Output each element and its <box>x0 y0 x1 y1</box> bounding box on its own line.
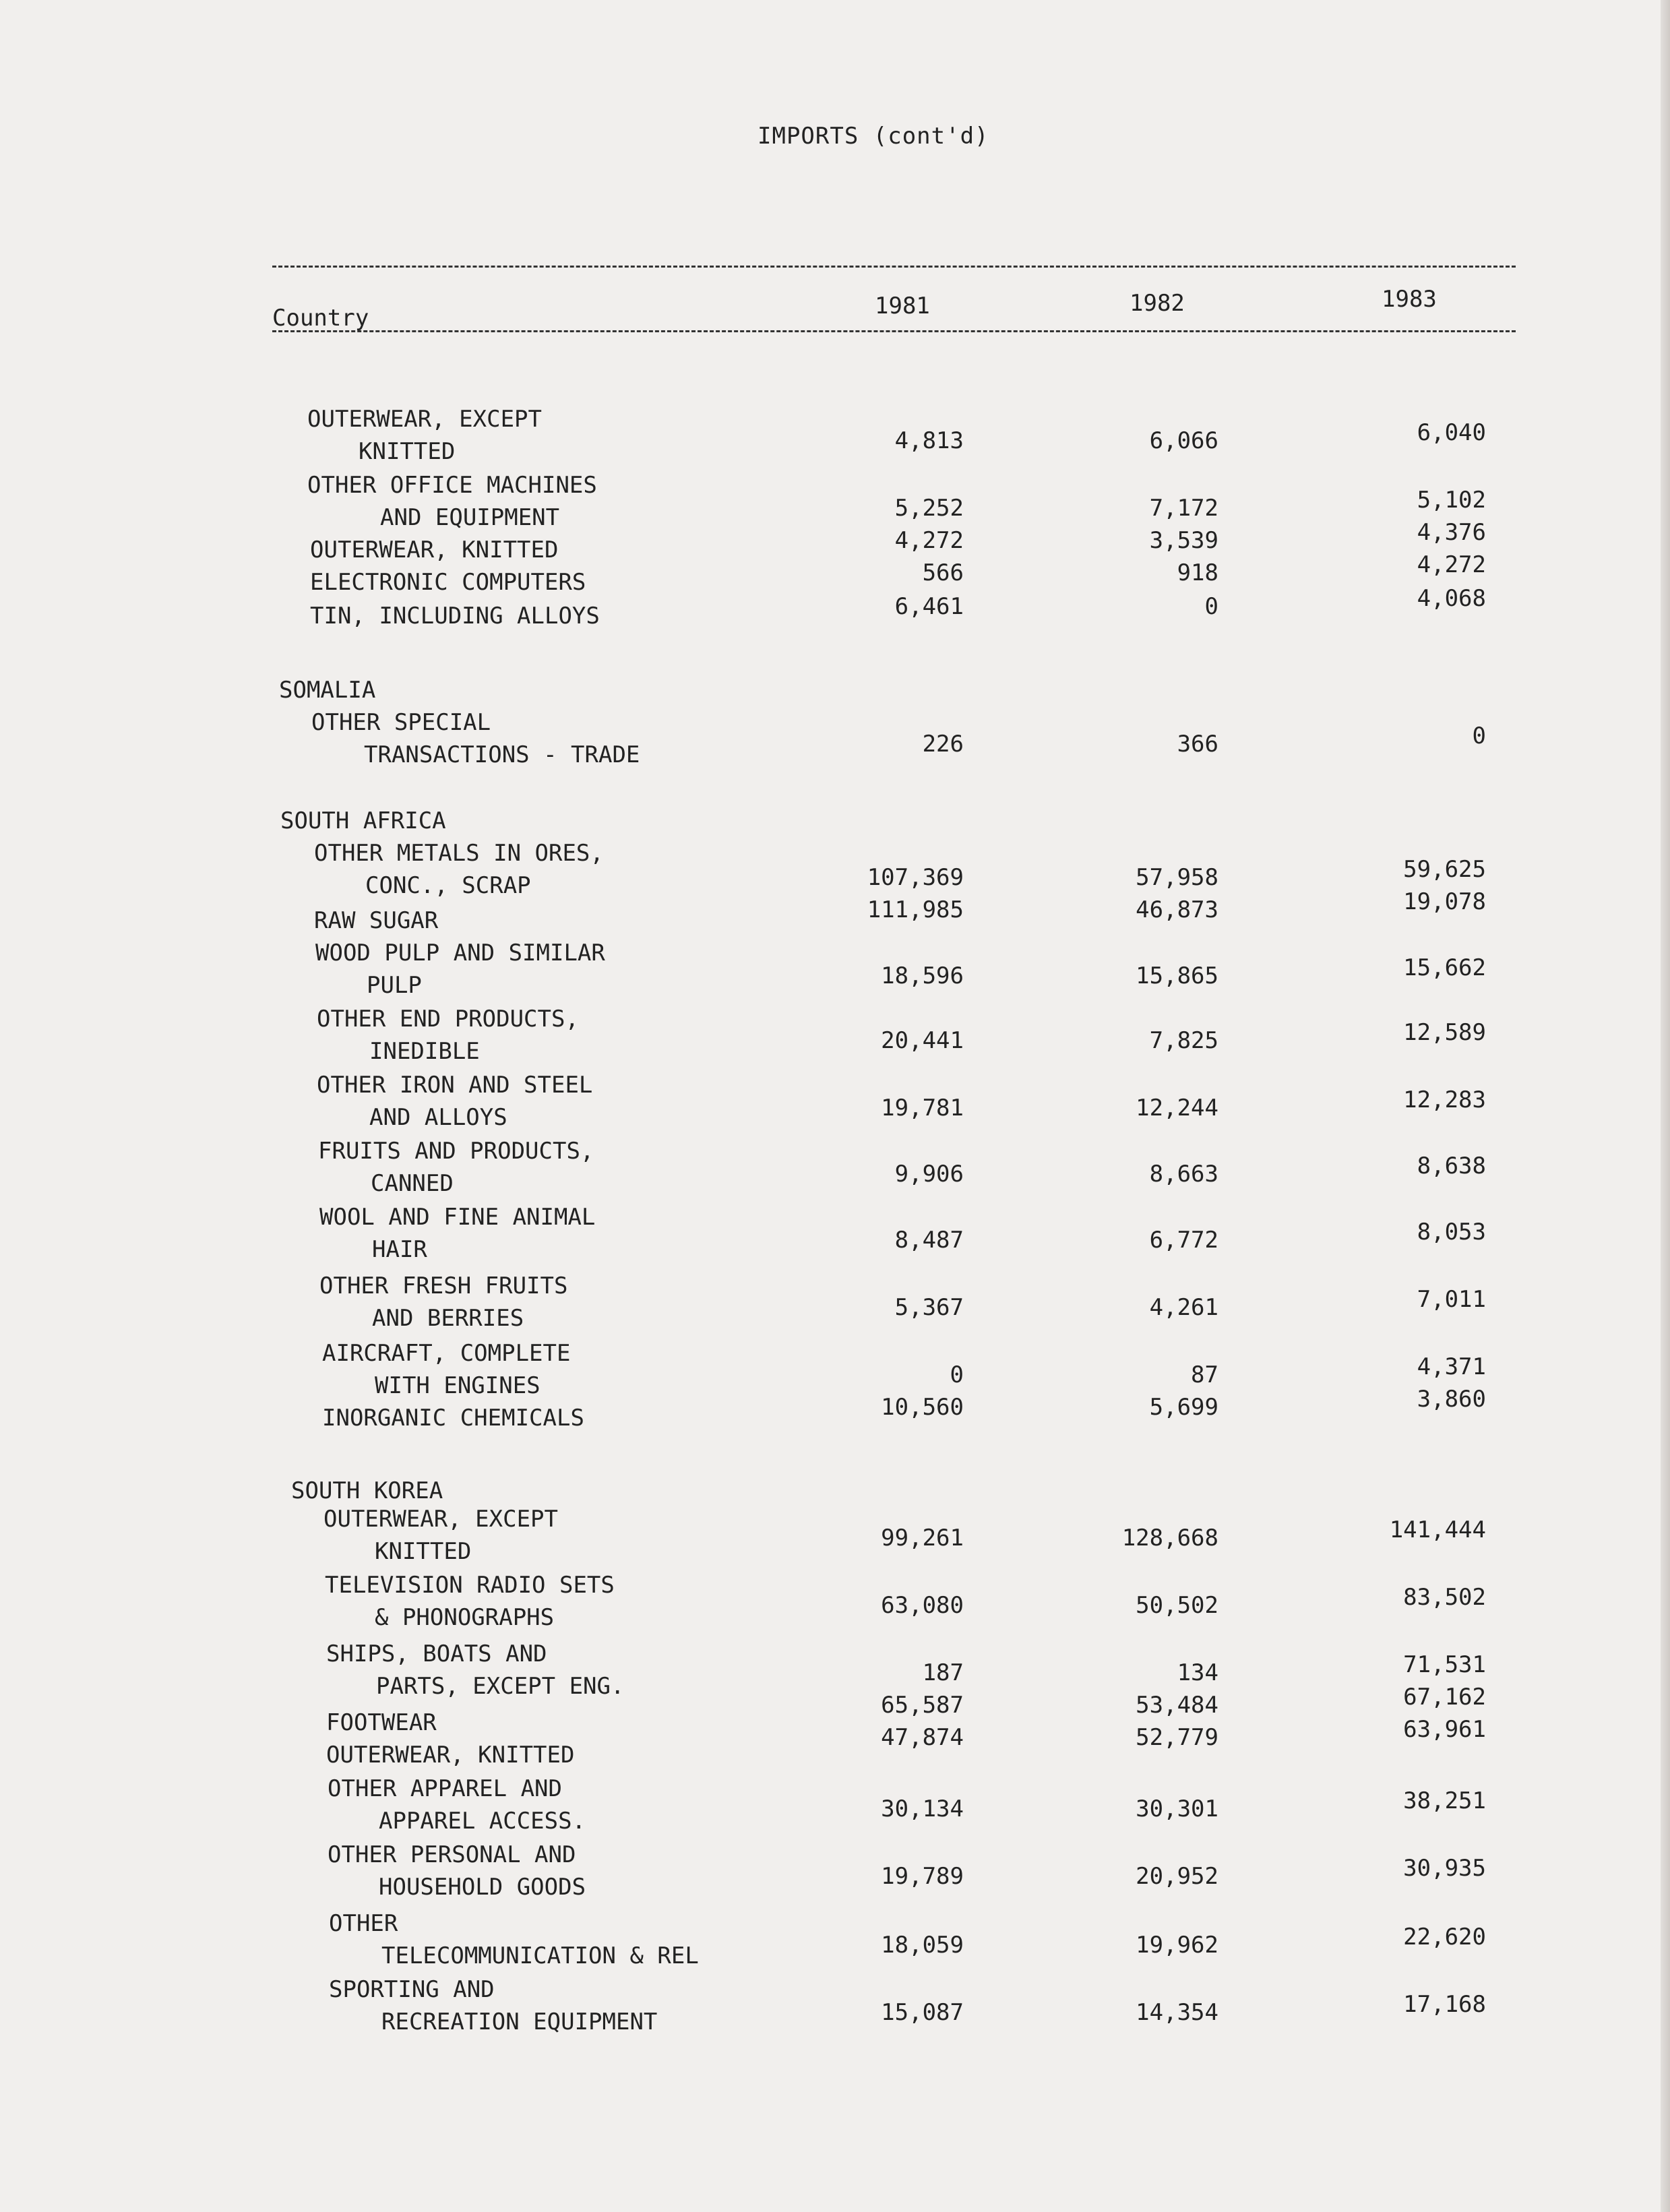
value-1981: 19,789 <box>881 1863 964 1890</box>
value-1983: 0 <box>1472 723 1486 749</box>
value-1981: 19,781 <box>881 1095 964 1122</box>
country-row <box>0 807 1670 834</box>
value-1982: 8,663 <box>1149 1161 1218 1188</box>
value-1981: 63,080 <box>881 1592 964 1619</box>
table-row <box>0 1272 1670 1337</box>
product-label: OTHER END PRODUCTS, <box>317 1006 579 1033</box>
value-1982: 4,261 <box>1149 1294 1218 1321</box>
value-1982: 128,668 <box>1121 1525 1218 1552</box>
product-label: OTHER FRESH FRUITS <box>319 1272 568 1299</box>
product-label-cont: KNITTED <box>359 438 456 465</box>
product-label: WOOL AND FINE ANIMAL <box>319 1204 596 1231</box>
product-label: INORGANIC CHEMICALS <box>322 1405 584 1432</box>
product-label-cont: AND BERRIES <box>372 1305 524 1332</box>
product-label: OTHER SPECIAL <box>311 709 491 736</box>
table-row <box>0 1506 1670 1570</box>
value-1981: 187 <box>922 1659 964 1686</box>
value-1983: 8,638 <box>1417 1153 1486 1179</box>
product-label: OUTERWEAR, EXCEPT <box>323 1506 558 1533</box>
product-label: OTHER PERSONAL AND <box>328 1841 576 1868</box>
value-1981: 111,985 <box>867 896 964 923</box>
product-label: WOOD PULP AND SIMILAR <box>315 940 605 966</box>
product-label-cont: HOUSEHOLD GOODS <box>379 1874 586 1901</box>
country-name: SOUTH AFRICA <box>280 807 446 834</box>
table-row <box>0 709 1670 774</box>
product-label-cont: CANNED <box>371 1170 454 1197</box>
product-label-cont: PULP <box>367 972 422 999</box>
value-1983: 59,625 <box>1403 856 1486 883</box>
product-label-cont: INEDIBLE <box>369 1038 480 1065</box>
value-1981: 4,813 <box>894 427 964 454</box>
value-1982: 12,244 <box>1136 1095 1218 1122</box>
value-1982: 53,484 <box>1136 1692 1218 1719</box>
value-1982: 14,354 <box>1136 1999 1218 2026</box>
header-rule-top <box>272 266 1516 268</box>
value-1982: 87 <box>1191 1361 1218 1388</box>
value-1983: 7,011 <box>1417 1286 1486 1313</box>
product-label: OTHER METALS IN ORES, <box>314 840 604 867</box>
value-1982: 20,952 <box>1136 1863 1218 1890</box>
table-row <box>0 406 1670 470</box>
value-1981: 18,596 <box>881 962 964 989</box>
header-1981: 1981 <box>875 293 930 319</box>
page-title: IMPORTS (cont'd) <box>757 123 989 150</box>
country-name: SOMALIA <box>279 677 376 704</box>
value-1982: 6,066 <box>1149 427 1218 454</box>
value-1983: 17,168 <box>1403 1991 1486 2018</box>
value-1981: 5,367 <box>894 1294 964 1321</box>
table-row <box>0 585 1670 667</box>
value-1981: 4,272 <box>894 527 964 554</box>
value-1983: 83,502 <box>1403 1584 1486 1611</box>
table-row <box>0 1572 1670 1636</box>
value-1983: 8,053 <box>1417 1219 1486 1246</box>
product-label-cont: RECREATION EQUIPMENT <box>381 2008 658 2035</box>
product-label: OUTERWEAR, KNITTED <box>326 1742 575 1769</box>
value-1983: 4,068 <box>1417 585 1486 612</box>
value-1983: 71,531 <box>1403 1651 1486 1678</box>
product-label-cont: & PHONOGRAPHS <box>375 1604 555 1631</box>
value-1981: 0 <box>950 1361 964 1388</box>
product-label-cont: TELECOMMUNICATION & REL <box>381 1942 699 1969</box>
table-row <box>0 1976 1670 2041</box>
value-1982: 6,772 <box>1149 1227 1218 1254</box>
product-label: AIRCRAFT, COMPLETE <box>322 1340 571 1367</box>
value-1981: 20,441 <box>881 1027 964 1054</box>
value-1982: 7,172 <box>1149 495 1218 522</box>
value-1983: 67,162 <box>1403 1684 1486 1711</box>
value-1981: 226 <box>922 731 964 758</box>
product-label-cont: WITH ENGINES <box>375 1372 540 1399</box>
product-label-cont: APPAREL ACCESS. <box>379 1808 586 1835</box>
value-1983: 4,272 <box>1417 551 1486 578</box>
table-row <box>0 1841 1670 1906</box>
value-1982: 52,779 <box>1136 1724 1218 1751</box>
value-1981: 6,461 <box>894 593 964 620</box>
value-1982: 918 <box>1177 559 1218 586</box>
product-label-cont: AND EQUIPMENT <box>380 504 560 531</box>
value-1982: 5,699 <box>1149 1394 1218 1421</box>
product-label-cont: PARTS, EXCEPT ENG. <box>376 1673 625 1700</box>
product-label: OUTERWEAR, EXCEPT <box>307 406 542 433</box>
value-1982: 3,539 <box>1149 527 1218 554</box>
value-1982: 0 <box>1204 593 1218 620</box>
header-rule-bottom <box>272 330 1516 332</box>
table-row <box>0 1775 1670 1840</box>
table-row <box>0 1386 1670 1469</box>
value-1983: 141,444 <box>1389 1516 1486 1543</box>
value-1982: 134 <box>1177 1659 1218 1686</box>
value-1983: 63,961 <box>1403 1716 1486 1743</box>
header-1982: 1982 <box>1130 290 1185 317</box>
table-row <box>0 1138 1670 1202</box>
product-label: TELEVISION RADIO SETS <box>325 1572 615 1599</box>
value-1981: 47,874 <box>881 1724 964 1751</box>
product-label-cont: HAIR <box>372 1236 427 1263</box>
value-1982: 57,958 <box>1136 864 1218 891</box>
product-label-cont: TRANSACTIONS - TRADE <box>364 741 640 768</box>
product-label: OTHER IRON AND STEEL <box>317 1072 593 1099</box>
product-label: FRUITS AND PRODUCTS, <box>318 1138 594 1165</box>
product-label-cont: CONC., SCRAP <box>365 872 531 899</box>
country-row <box>0 1477 1670 1504</box>
value-1981: 15,087 <box>881 1999 964 2026</box>
product-label: TIN, INCLUDING ALLOYS <box>310 603 600 629</box>
value-1981: 99,261 <box>881 1525 964 1552</box>
product-label: RAW SUGAR <box>314 907 439 934</box>
value-1981: 10,560 <box>881 1394 964 1421</box>
product-label: ELECTRONIC COMPUTERS <box>310 569 586 596</box>
table-row <box>0 940 1670 1004</box>
value-1982: 46,873 <box>1136 896 1218 923</box>
value-1982: 50,502 <box>1136 1592 1218 1619</box>
product-label: OTHER <box>329 1910 398 1937</box>
value-1983: 15,662 <box>1403 954 1486 981</box>
header-country: Country <box>272 305 369 332</box>
product-label-cont: KNITTED <box>375 1538 472 1565</box>
value-1981: 566 <box>922 559 964 586</box>
value-1982: 19,962 <box>1136 1932 1218 1959</box>
value-1982: 7,825 <box>1149 1027 1218 1054</box>
value-1981: 107,369 <box>867 864 964 891</box>
value-1981: 30,134 <box>881 1795 964 1822</box>
product-label: OTHER OFFICE MACHINES <box>307 472 597 499</box>
product-label: SHIPS, BOATS AND <box>326 1640 547 1667</box>
value-1983: 12,589 <box>1403 1019 1486 1046</box>
table-row <box>0 1072 1670 1136</box>
table-row <box>0 1006 1670 1070</box>
value-1983: 12,283 <box>1403 1086 1486 1113</box>
value-1982: 366 <box>1177 731 1218 758</box>
country-row <box>0 677 1670 704</box>
value-1981: 65,587 <box>881 1692 964 1719</box>
value-1982: 30,301 <box>1136 1795 1218 1822</box>
value-1983: 22,620 <box>1403 1924 1486 1950</box>
product-label: FOOTWEAR <box>326 1709 437 1736</box>
value-1983: 19,078 <box>1403 888 1486 915</box>
product-label: SPORTING AND <box>329 1976 495 2003</box>
value-1981: 5,252 <box>894 495 964 522</box>
value-1981: 9,906 <box>894 1161 964 1188</box>
value-1983: 5,102 <box>1417 487 1486 514</box>
table-row <box>0 1204 1670 1268</box>
value-1983: 6,040 <box>1417 419 1486 446</box>
value-1983: 38,251 <box>1403 1787 1486 1814</box>
header-1983: 1983 <box>1382 286 1437 313</box>
product-label: OUTERWEAR, KNITTED <box>310 536 559 563</box>
value-1983: 30,935 <box>1403 1855 1486 1882</box>
value-1981: 8,487 <box>894 1227 964 1254</box>
table-row <box>0 1910 1670 1975</box>
value-1982: 15,865 <box>1136 962 1218 989</box>
product-label-cont: AND ALLOYS <box>369 1104 507 1131</box>
country-name: SOUTH KOREA <box>291 1477 443 1504</box>
value-1983: 3,860 <box>1417 1386 1486 1413</box>
product-label: OTHER APPAREL AND <box>328 1775 562 1802</box>
value-1981: 18,059 <box>881 1932 964 1959</box>
value-1983: 4,371 <box>1417 1353 1486 1380</box>
value-1983: 4,376 <box>1417 519 1486 546</box>
